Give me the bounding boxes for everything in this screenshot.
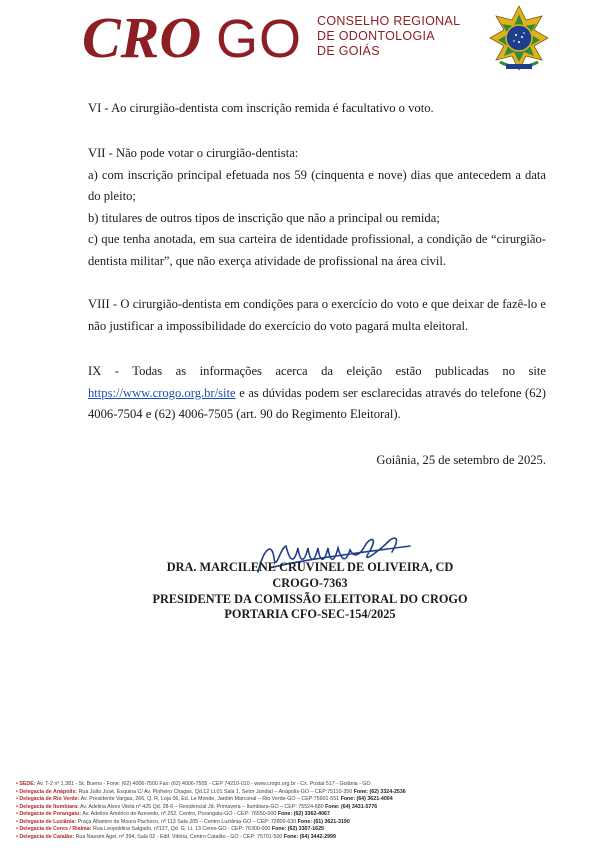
footer-row <box>16 796 606 804</box>
footer-phone: Fone: (61) 3621-3190 <box>297 818 350 825</box>
footer-row <box>16 819 606 827</box>
section-ix <box>88 361 546 426</box>
footer-label: • Delegacia de Luziânia: <box>16 818 77 825</box>
footer-label: • Delegacia de Itumbiara: <box>16 803 79 810</box>
go-logo: GO <box>216 9 303 69</box>
paragraph: a) com inscrição principal efetuada nos 59 (cinquenta e nove) dias que antecedem a data do pleito; <box>88 167 546 203</box>
svg-text:CRO: CRO <box>82 5 202 67</box>
footer-address: Av. T-2 nº 1.381 - St. Bueno - Fone: (62) 4006-7500 Fax: (62) 4006-7505 - CEP 74210-010 - www.crogo.org.br - Cx. Postal 517 - Goiânia - GO <box>36 781 371 787</box>
footer-label: • Delegacia de Ceres / Rialma: <box>16 826 92 832</box>
footer-label: • Delegacia de Rio Verde: <box>16 796 80 802</box>
footer-label: • Delegacia de Catalão: <box>16 833 75 840</box>
footer-phone: Fone: (64) 3442-2999 <box>283 833 336 840</box>
footer-phone: Fone: (62) 3307-1625 <box>271 826 324 832</box>
ix-text: e as dúvidas podem ser esclarecidas através do telefone (62) 4006-7504 e (62) 4006-7505 (art. 90 do Regimento Eleitoral). <box>88 385 546 421</box>
council-line: CONSELHO REGIONAL <box>317 14 461 28</box>
website-link[interactable]: https://www.crogo.org.br/site <box>88 385 236 400</box>
cro-logo <box>80 5 210 67</box>
footer-row <box>16 789 606 797</box>
signature-block <box>120 528 500 648</box>
footer-label: • SEDE: <box>16 781 36 787</box>
ix-text: IX - Todas as informações acerca da eleição estão publicadas no site <box>88 364 546 378</box>
footer-address: Av. Adelina Alves Vilela nº 425 Qd. 28-6 – Residencial Jd. Primavera – Itumbiara-GO – CEP: 75524-680 <box>79 803 324 810</box>
section-vi <box>88 98 546 120</box>
footer-row <box>16 826 606 834</box>
brazil-coat-of-arms-icon <box>486 4 552 74</box>
paragraph: VII - Não pode votar o cirurgião-dentista: <box>88 146 299 160</box>
footer-address: Rua João José, Esquina C/ Av. Pinheiro Chagas, Qd.12 Lt.01 Sala 1, Setor Jundiaí – Anápolis-GO – CEP:75110-350 <box>78 788 353 795</box>
footer-row <box>16 834 606 842</box>
council-name <box>317 14 460 59</box>
footer-label: • Delegacia de Anápolis: <box>16 788 78 795</box>
footer-row <box>16 781 606 789</box>
footer-row <box>16 811 606 819</box>
signer-registration: CROGO-7363 <box>272 575 348 590</box>
footer-address: Av. Adelino Américo de Azevedo, nº 252, Centro, Porangatu-GO - CEP: 76550-000 <box>82 811 277 817</box>
council-line: DE GOIÁS <box>317 44 380 58</box>
council-line: DE ODONTOLOGIA <box>317 29 435 43</box>
date-line <box>88 450 546 472</box>
section-viii <box>88 294 546 337</box>
footer-phone: Fone: (64) 3621-4004 <box>340 796 393 802</box>
date: Goiânia, 25 de setembro de 2025. <box>376 453 546 467</box>
paragraph <box>88 361 546 426</box>
footer-phone: Fone: (62) 3324-2536 <box>353 788 406 795</box>
signer-title: PRESIDENTE DA COMISSÃO ELEITORAL DO CROGO <box>152 591 468 606</box>
footer-phone: Fone: (64) 3431-5776 <box>325 803 378 810</box>
signature-lines <box>120 560 500 623</box>
paragraph: VIII - O cirurgião-dentista em condições para o exercício do voto e que deixar de fazê-lo e não justificar a impossibilidade do exercício do voto pagará multa eleitoral. <box>88 297 546 333</box>
footer-addresses <box>16 781 606 841</box>
footer-address: Praça Altamiro de Moura Pacheco, nº 113 Sala 205 – Centro Luziânia-GO – CEP: 72800-630 <box>77 818 297 825</box>
footer-address: Rua Leopoldina Salgado, nº127, Qd. G, Lt. 13 Ceres-GO - CEP: 76300-000 <box>92 826 271 832</box>
section-vii <box>88 143 546 272</box>
letterhead <box>0 0 613 88</box>
signer-ordinance: PORTARIA CFO-SEC-154/2025 <box>224 607 396 622</box>
footer-phone: Fone: (62) 3362-4067 <box>277 811 330 817</box>
footer-label: • Delegacia de Porangatu: <box>16 811 82 817</box>
paragraph: b) titulares de outros tipos de inscrição que não a principal ou remida; <box>88 210 440 225</box>
paragraph: c) que tenha anotada, em sua carteira de identidade profissional, a condição de “cirurgião-dentista militar”, que não exerça atividade de profissional na área civil. <box>88 232 546 268</box>
signer-name: DRA. MARCILENE CRUVINEL DE OLIVEIRA, CD <box>166 560 454 574</box>
footer-address: Rua Nassim Agel, nº 394, Sala 02 - Edif. Vitória, Centro Catalão - GO - CEP: 75701-500 <box>75 833 283 840</box>
footer-address: Av. Presidente Vargas, 266, Q. R, Loja 06, Ed. Le Monde, Jardim Marconal – Rio Verde-GO – CEP:75901-551 <box>80 796 340 802</box>
paragraph: VI - Ao cirurgião-dentista com inscrição remida é facultativo o voto. <box>88 101 434 115</box>
footer-row <box>16 804 606 812</box>
